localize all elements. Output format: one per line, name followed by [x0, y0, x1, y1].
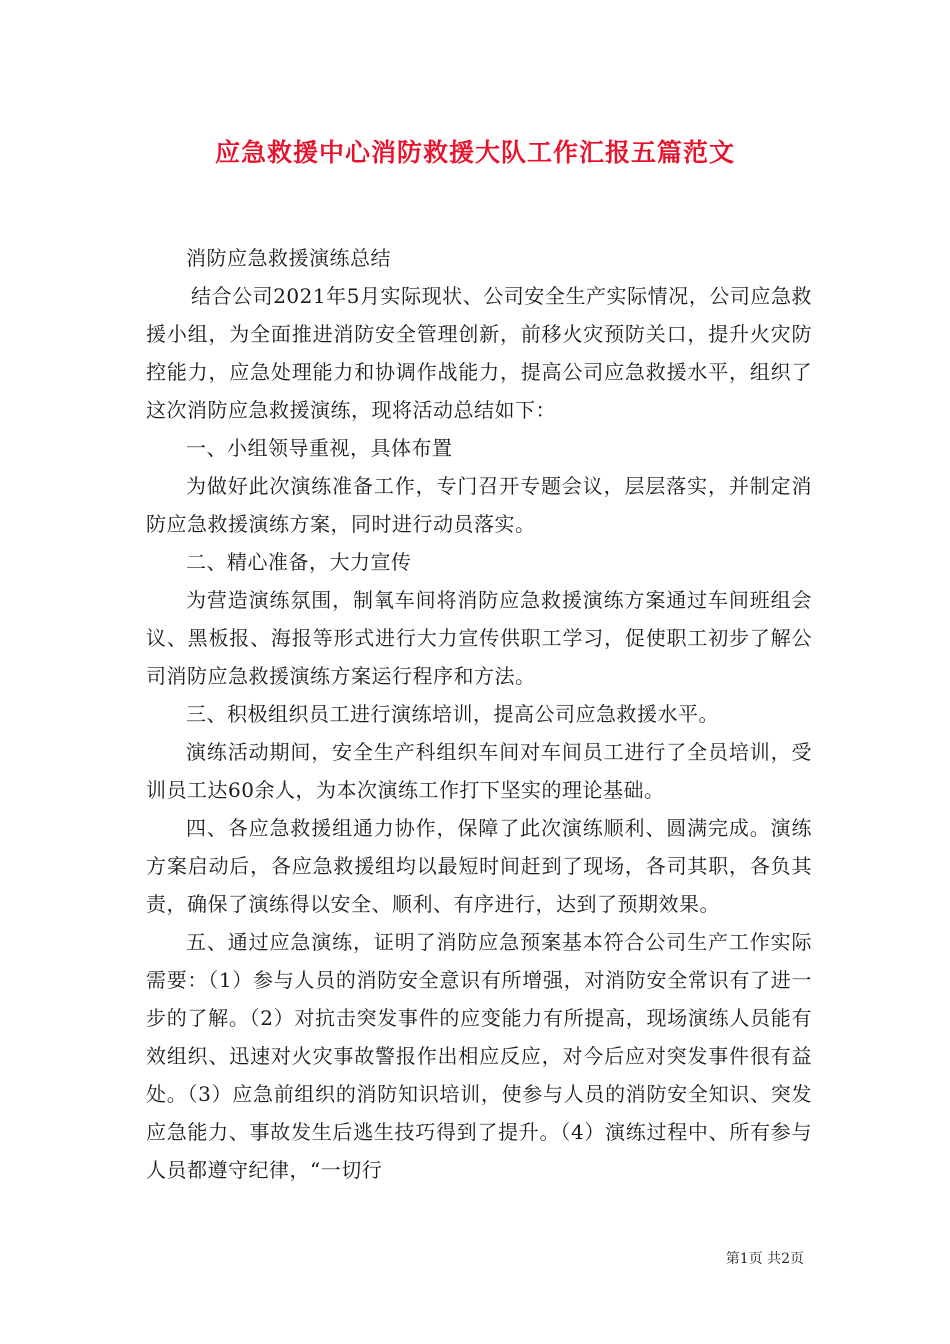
document-body — [146, 239, 812, 1189]
section-heading-2: 二、精心准备，大力宣传 — [186, 550, 412, 574]
document-title: 应急救援中心消防救援大队工作汇报五篇范文 — [214, 138, 735, 167]
section-heading-3: 三、积极组织员工进行演练培训，提高公司应急救援水平。 — [186, 702, 719, 726]
section-heading-1: 一、小组领导重视，具体布置 — [186, 436, 453, 460]
section-heading-summary: 消防应急救援演练总结 — [186, 246, 391, 270]
paragraph-1: 为做好此次演练准备工作，专门召开专题会议，层层落实，并制定消防应急救援演练方案，同时进行动员落实。 — [146, 474, 812, 536]
paragraph-2: 为营造演练氛围，制氧车间将消防应急救援演练方案通过车间班组会议、黑板报、海报等形式进行大力宣传供职工学习，促使职工初步了解公司消防应急救援演练方案运行程序和方法。 — [146, 588, 812, 688]
paragraph-3: 演练活动期间，安全生产科组织车间对车间员工进行了全员培训，受训员工达60余人，为本次演练工作打下坚实的理论基础。 — [146, 740, 812, 802]
paragraph-5: 五、通过应急演练，证明了消防应急预案基本符合公司生产工作实际需要：（1）参与人员的消防安全意识有所增强，对消防安全常识有了进一步的了解。（2）对抗击突发事件的应变能力有所提高，现场演练人员能有效组织、迅速对火灾事故警报作出相应反应，对今后应对突发事件很有益处。（3）应急前组织的消防知识培训，使参与人员的消防安全知识、突发应急能力、事故发生后逃生技巧得到了提升。（4）演练过程中、所有参与人员都遵守纪律，“一切行 — [146, 930, 812, 1182]
paragraph-intro: 结合公司2021年5月实际现状、公司安全生产实际情况，公司应急救援小组，为全面推进消防安全管理创新，前移火灾预防关口，提升火灾防控能力，应急处理能力和协调作战能力，提高公司应急救援水平，组织了这次消防应急救援演练，现将活动总结如下： — [146, 284, 812, 422]
page-number-footer: 第1页 共2页 — [725, 1251, 804, 1267]
paragraph-4: 四、各应急救援组通力协作，保障了此次演练顺利、圆满完成。演练方案启动后，各应急救援组均以最短时间赶到了现场，各司其职，各负其责，确保了演练得以安全、顺利、有序进行，达到了预期效果。 — [146, 816, 812, 916]
